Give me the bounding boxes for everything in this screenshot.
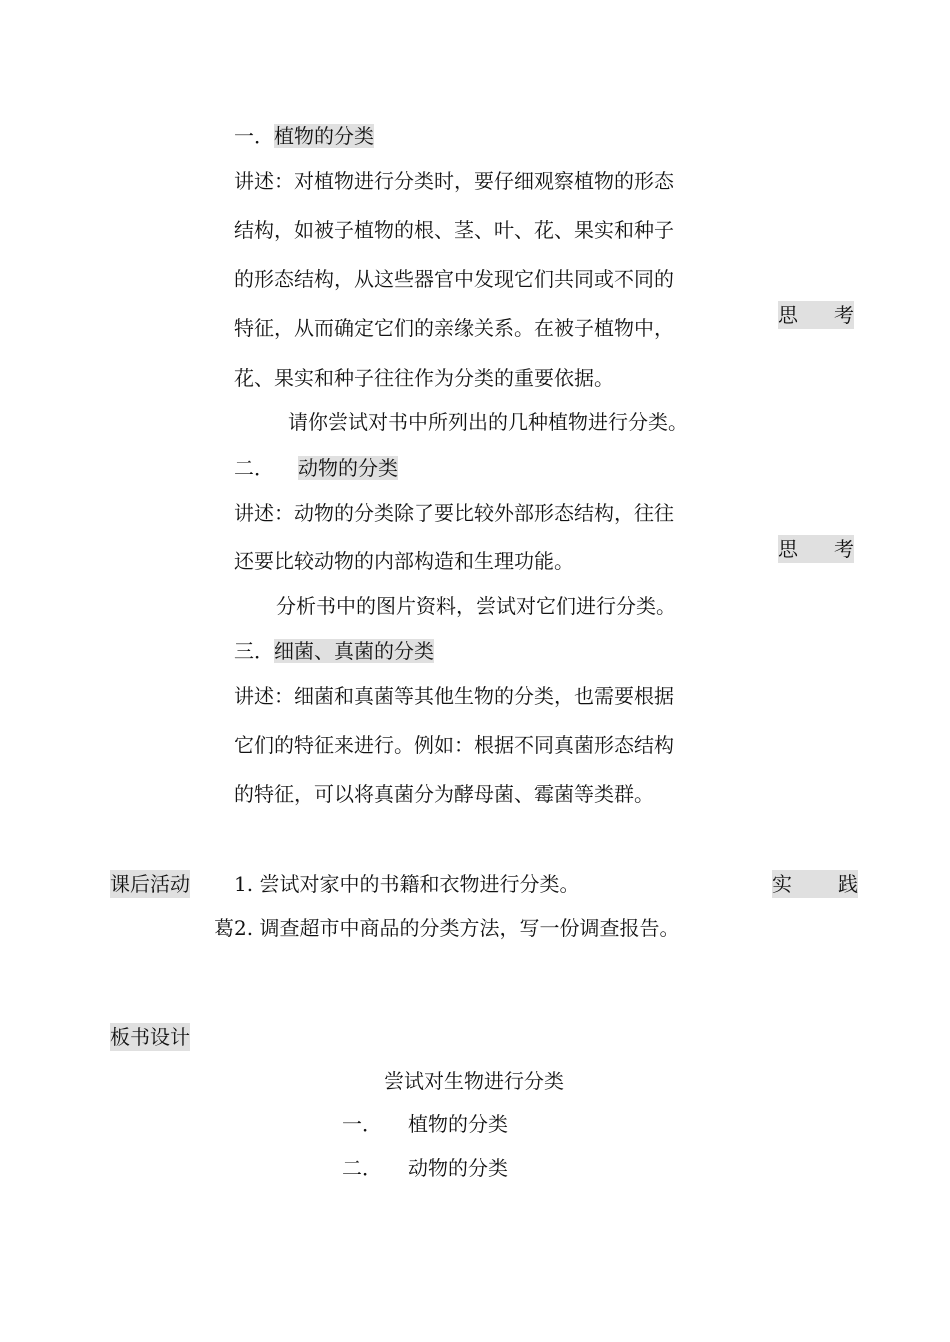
side-label-char: 践 — [838, 872, 858, 896]
section2-title: 动物的分类 — [298, 456, 398, 480]
section2-side-label — [778, 535, 854, 563]
side-label-char: 考 — [834, 537, 854, 561]
section2-line: 还要比较动物的内部构造和生理功能。 — [234, 549, 574, 573]
section2-task: 分析书中的图片资料，尝试对它们进行分类。 — [276, 594, 676, 618]
side-label-char: 思 — [778, 303, 798, 327]
section3-number: 三． — [234, 639, 274, 663]
section1-heading — [234, 122, 374, 150]
activities-side-label — [772, 870, 858, 898]
section1-side-label — [778, 301, 854, 329]
section1-line: 讲述：对植物进行分类时，要仔细观察植物的形态 — [234, 169, 674, 193]
section2-number: 二． — [234, 456, 274, 480]
side-label-char: 考 — [834, 303, 854, 327]
board-item-number: 二． — [342, 1156, 382, 1180]
board-item-text: 动物的分类 — [408, 1156, 508, 1180]
section3-heading — [234, 637, 434, 665]
section2-heading — [234, 454, 398, 482]
side-label-char: 实 — [772, 872, 792, 896]
section1-line: 结构，如被子植物的根、茎、叶、花、果实和种子 — [234, 218, 674, 242]
section1-line: 特征，从而确定它们的亲缘关系。在被子植物中， — [234, 316, 674, 340]
side-label-char: 思 — [778, 537, 798, 561]
board-label: 板书设计 — [110, 1025, 190, 1049]
section1-task: 请你尝试对书中所列出的几种植物进行分类。 — [288, 410, 688, 434]
section1-line: 的形态结构，从这些器官中发现它们共同或不同的 — [234, 267, 674, 291]
board-item-text: 植物的分类 — [408, 1112, 508, 1136]
section3-line: 它们的特征来进行。例如：根据不同真菌形态结构 — [234, 733, 674, 757]
activity-item: 1. 尝试对家中的书籍和衣物进行分类。 — [234, 872, 580, 896]
section2-line: 讲述：动物的分类除了要比较外部形态结构，往往 — [234, 501, 674, 525]
activity-item: 葛2. 调查超市中商品的分类方法，写一份调查报告。 — [214, 916, 680, 940]
section1-title: 植物的分类 — [274, 124, 374, 148]
section1-line: 花、果实和种子往往作为分类的重要依据。 — [234, 366, 614, 390]
activities-label: 课后活动 — [110, 872, 190, 896]
section3-title: 细菌、真菌的分类 — [274, 639, 434, 663]
board-item-number: 一． — [342, 1112, 382, 1136]
section1-number: 一． — [234, 124, 274, 148]
board-item — [342, 1154, 508, 1182]
board-title: 尝试对生物进行分类 — [384, 1069, 564, 1093]
section3-line: 的特征，可以将真菌分为酵母菌、霉菌等类群。 — [234, 782, 654, 806]
section3-line: 讲述：细菌和真菌等其他生物的分类，也需要根据 — [234, 684, 674, 708]
board-item — [342, 1110, 508, 1138]
